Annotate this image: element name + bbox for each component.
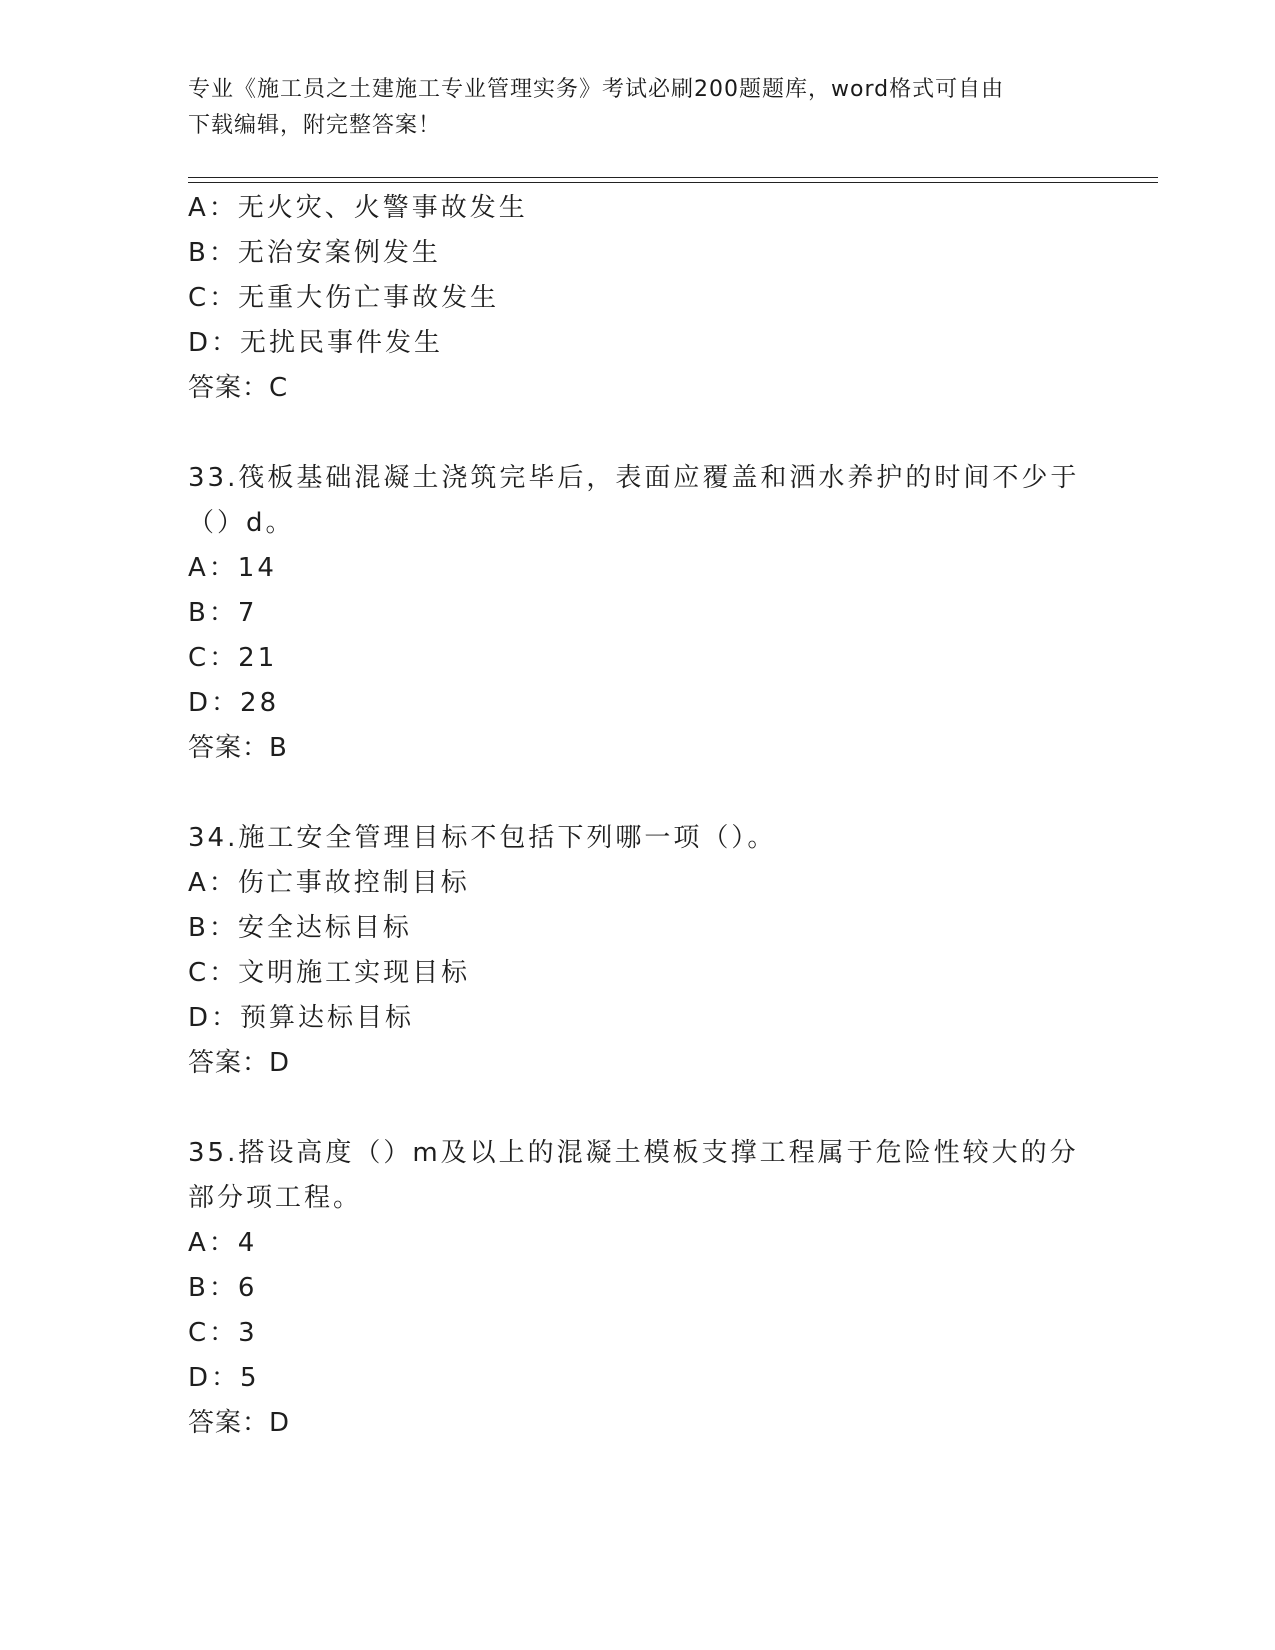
q35-option-a: A：4 xyxy=(188,1228,258,1258)
q32-answer: 答案：C xyxy=(188,373,289,403)
header-divider-bottom xyxy=(188,182,1158,183)
q32-option-a: A：无火灾、火警事故发生 xyxy=(188,193,528,223)
q33-stem-line-2: （）d。 xyxy=(188,508,295,538)
q35-stem-line-2: 部分项工程。 xyxy=(188,1183,363,1213)
q34-option-d: D：预算达标目标 xyxy=(188,1003,415,1033)
q34-answer: 答案：D xyxy=(188,1048,291,1078)
q34-option-b: B：安全达标目标 xyxy=(188,913,412,943)
q35-option-b: B：6 xyxy=(188,1273,258,1303)
q32-option-b: B：无治安案例发生 xyxy=(188,238,441,268)
header-divider-top xyxy=(188,177,1158,178)
q35-answer: 答案：D xyxy=(188,1408,291,1438)
q32-option-d: D：无扰民事件发生 xyxy=(188,328,444,358)
q33-option-d: D：28 xyxy=(188,688,280,718)
q33-stem-line-1: 33.筏板基础混凝土浇筑完毕后，表面应覆盖和洒水养护的时间不少于 xyxy=(188,463,1080,493)
q35-option-d: D：5 xyxy=(188,1363,260,1393)
q34-stem-line-1: 34.施工安全管理目标不包括下列哪一项（）。 xyxy=(188,823,777,853)
q35-stem-line-1: 35.搭设高度（）m及以上的混凝土模板支撑工程属于危险性较大的分 xyxy=(188,1138,1079,1168)
header-line-1: 专业《施工员之土建施工专业管理实务》考试必刷200题题库，word格式可自由 xyxy=(188,77,1005,102)
q33-option-a: A：14 xyxy=(188,553,277,583)
q35-option-c: C：3 xyxy=(188,1318,258,1348)
q32-option-c: C：无重大伤亡事故发生 xyxy=(188,283,500,313)
q34-option-c: C：文明施工实现目标 xyxy=(188,958,471,988)
document-header xyxy=(188,72,1068,144)
q33-answer: 答案：B xyxy=(188,733,288,763)
q33-option-c: C：21 xyxy=(188,643,278,673)
q33-option-b: B：7 xyxy=(188,598,258,628)
header-line-2: 下载编辑，附完整答案！ xyxy=(188,113,442,138)
q34-option-a: A：伤亡事故控制目标 xyxy=(188,868,470,898)
